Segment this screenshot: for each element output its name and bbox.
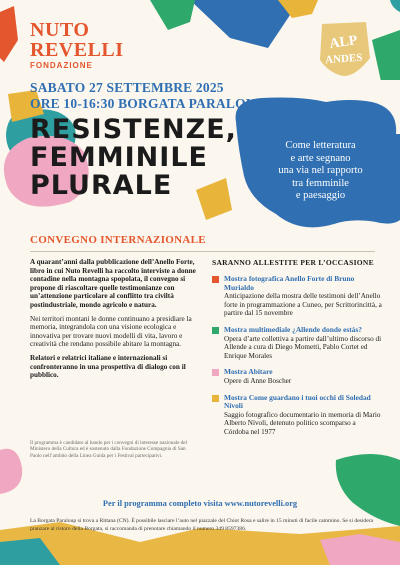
exhibitions-heading: SARANNO ALLESTITE PER L’OCCASIONE <box>212 258 374 267</box>
exhibition-item <box>212 326 382 360</box>
exhibition-title: Mostra fotografica Anello Forte di Bruno Murialdo <box>224 274 355 292</box>
territory-paragraph: Nei territori montani le donne continuano a presidiare la memoria, integrandola con una visione ecologica e innovativa per trovare nuovi modelli di vita, lavoro e creatività che rendano possibile abitare la montagna. <box>30 314 192 349</box>
svg-text:ANDES: ANDES <box>324 51 363 67</box>
pink-square-icon <box>212 369 219 376</box>
title-line-3: PLURALE <box>30 170 173 201</box>
blurb-line: e arte segnano <box>290 152 351 164</box>
exhibition-title: Mostra Come guardano i tuoi occhi di Soledad Nívoli <box>224 392 371 411</box>
yellow-square-icon <box>212 395 219 402</box>
exhibition-item <box>212 368 382 385</box>
logo-line-nuto: NUTO <box>30 19 90 41</box>
title-line-1: RESISTENZE, <box>30 114 237 145</box>
blurb-line: una via nel rapporto <box>278 165 363 176</box>
section-divider <box>30 251 375 252</box>
exhibition-desc: Opera d’arte collettiva a partire dall’ultimo discorso di Allende a cura di Diego Mometti, Pablo Cortet ed Enrique Morales <box>224 334 382 360</box>
orange-square-icon <box>212 276 219 283</box>
footer-info: La Borgata Paraloup si trova a Rittana (CN). È possibile lasciare l’auto nel piazzale del Chiot Rosa e salire in 15 minuti di facile cammino. Se si desidera pranzare al ristoro della Borgata, si raccomanda di prenotare chiamando il numero 349 8597386. <box>30 518 374 532</box>
event-date-time <box>30 80 264 112</box>
exhibition-desc: Anticipazione della mostra delle testimoni dell’Anello forte in programmazione a Cuneo, per Scrittorincittà, a partire dal 15 novembre <box>224 292 382 318</box>
event-time-place: ORE 10-16:30 BORGATA PARALOUP <box>30 96 265 111</box>
logo-line-fondazione: FONDAZIONE <box>30 61 93 70</box>
program-link[interactable]: Per il programma completo visita www.nutorevelli.org <box>102 499 298 508</box>
exhibition-item <box>212 394 382 437</box>
exhibitions-column <box>212 258 382 445</box>
page-title <box>30 116 237 200</box>
conference-label: CONVEGNO INTERNAZIONALE <box>30 234 206 246</box>
exhibition-desc: Opere di Anne Boscher <box>224 376 292 385</box>
blurb-line: e paesaggio <box>295 190 346 201</box>
exhibition-title: Mostra multimediale ¿Allende donde estás? <box>224 324 362 334</box>
blurb-line: tra femminile <box>292 177 349 189</box>
logo-line-revelli: REVELLI <box>30 39 124 61</box>
funding-note: Il programma è candidato al bando per i convegni di interesse nazionale del Ministero della Cultura ed è sostenuto dalla Fondazione Compagnia di San Paolo nell’ambito della Linea Guida per i Festival partecipativi. <box>30 439 188 459</box>
title-line-2: FEMMINILE <box>30 142 208 173</box>
intro-column <box>30 258 198 464</box>
fondazione-logo[interactable] <box>30 20 124 70</box>
blurb-line: Come letteratura <box>285 140 356 151</box>
exhibition-desc: Saggio fotografico documentario in memoria di Mario Alberto Nívoli, detenuto politico scomparso a Córdoba nel 1977 <box>224 410 381 436</box>
exhibition-item <box>212 275 382 318</box>
subtitle-blurb <box>258 140 383 203</box>
green-square-icon <box>212 327 219 334</box>
event-date: SABATO 27 SETTEMBRE 2025 <box>30 80 224 95</box>
exhibition-title: Mostra Abitare <box>224 367 273 377</box>
speakers-paragraph: Relatori e relatrici italiane e internazionali si confronteranno in una prospettiva di dialogo con il pubblico. <box>30 353 186 380</box>
alp-andes-badge <box>316 18 372 78</box>
intro-paragraph: A quarant’anni dalla pubblicazione dell’Anello Forte, libro in cui Nuto Revelli ha raccolto interviste a donne contadine nella montagna spopolata, il convegno si propone di riascoltare quelle testimonianze con un’attenzione particolare al conflitto tra civiltà postindustriale, mondo agricolo e natura. <box>30 258 196 309</box>
svg-text:ALP: ALP <box>328 33 359 52</box>
